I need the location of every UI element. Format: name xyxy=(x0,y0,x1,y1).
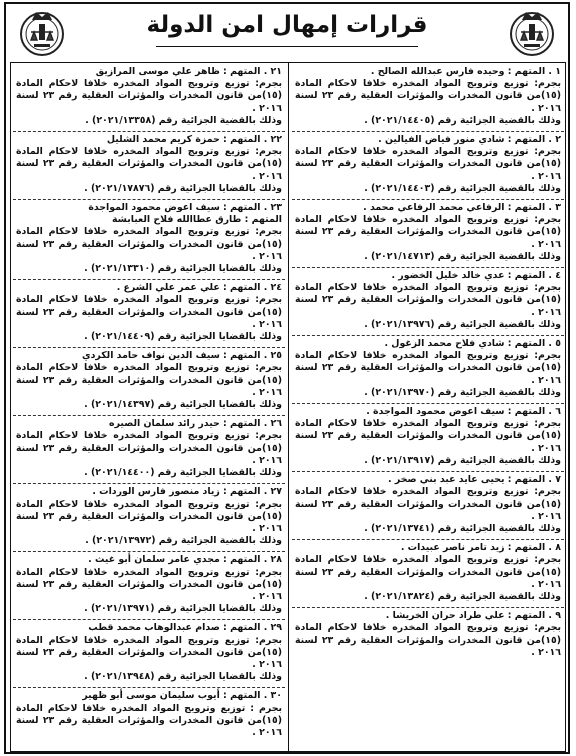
charge-text: بجرم: توزيع وترويج المواد المخدره خلافا لاحكام المادة (١٥)من قانون المخدرات والمؤثرات العقلية رقم ٢٣ لسنة ٢٠١٦ . xyxy=(16,226,282,262)
accused-name: ٢٤ . المتهم : علي عمر علي الشرع . xyxy=(116,282,282,294)
charge-text: بجرم: توزيع وترويج المواد المخدره خلافا لاحكام المادة (١٥)من قانون المخدرات والمؤثرات العقلية رقم ٢٣ لسنة ٢٠١٦ . xyxy=(16,566,282,602)
accused-name: ٧ . المتهم : يحيى عايد عبد بني صخر . xyxy=(388,474,561,486)
accused-name: ٦ . المتهم : سيف اعوض محمود المواجدة . xyxy=(366,406,561,418)
accused-name: ٢٦ . المتهم : حيدر رائد سلمان الصيره xyxy=(109,418,282,430)
list-item xyxy=(292,404,564,472)
case-number: وذلك بالقضية الجزائية رقم (٢٠٢١/١٣٩٧٠) . xyxy=(364,386,561,398)
case-number: وذلك بالقضية الجزائية رقم (٢٠٢١/١٣٧٤١) . xyxy=(364,522,561,534)
list-item xyxy=(292,64,564,132)
case-number: وذلك بالقضية الجزائية رقم (٢٠٢١/١٤٤٠٥) . xyxy=(364,114,561,126)
list-item xyxy=(292,472,564,540)
charge-text: بجرم: توزيع وترويج المواد المخدره خلافا لاحكام المادة (١٥)من قانون المخدرات والمؤثرات العقلية رقم ٢٣ لسنة ٢٠١٦ . xyxy=(16,362,282,398)
list-item xyxy=(13,688,285,743)
accused-name: ٤ . المتهم : عدي خالد خليل الخضور . xyxy=(391,270,561,282)
column-divider xyxy=(288,62,289,752)
charge-text: بجرم: توزيع وترويج المواد المخدره خلافا لاحكام المادة (١٥)من قانون المخدرات والمؤثرات العقلية رقم ٢٣ لسنة ٢٠١٦ . xyxy=(295,146,561,182)
accused-name: ٣ . المتهم : الرفاعي محمد الرفاعي محمد . xyxy=(363,202,561,214)
case-number: وذلك بالقضية الجزائية رقم (٢٠٢١/١٤٧١٣) . xyxy=(364,250,561,262)
accused-name: ٢٩ . المتهم : صدام عبدالوهاب محمد قطب xyxy=(88,622,282,634)
case-number: وذلك بالقضايا الجزائية رقم (٢٠٢١/١٤٤٠٠) . xyxy=(84,467,282,479)
list-item xyxy=(13,348,285,416)
accused-name: ٩ . المتهم : علي طراد حران الخريشا . xyxy=(385,610,561,622)
page-header xyxy=(6,4,568,62)
accused-name: ١ . المتهم : وحيده فارس عبدالله الصالح . xyxy=(370,66,561,77)
case-number: وذلك بالقضايا الجزائية رقم (٢٠٢١/١٤٣٩٧) . xyxy=(84,399,282,411)
charge-text: بجرم: توزيع وترويج المواد المخدره خلافا لاحكام المادة (١٥)من قانون المخدرات والمؤثرات العقلية رقم ٢٣ لسنة ٢٠١٦ . xyxy=(295,350,561,386)
list-item xyxy=(13,484,285,552)
list-item xyxy=(292,336,564,404)
charge-text: بجرم: توزيع وترويج المواد المخدره خلافا لاحكام المادة (١٥)من قانون المخدرات والمؤثرات العقلية رقم ٢٣ لسنة ٢٠١٦ . xyxy=(16,294,282,330)
list-item xyxy=(292,268,564,336)
charge-text: بجرم: توزيع وترويج المواد المخدره خلافا لاحكام المادة (١٥)من قانون المخدرات والمؤثرات العقلية رقم ٢٣ لسنة ٢٠١٦ . xyxy=(16,78,282,114)
list-item xyxy=(13,64,285,132)
charge-text: بجرم: توزيع وترويج المواد المخدره خلافا لاحكام المادة (١٥)من قانون المخدرات والمؤثرات العقلية رقم ٢٣ لسنة ٢٠١٦ . xyxy=(16,498,282,534)
right-column xyxy=(292,64,564,663)
accused-name: ٢٥ . المتهم : سيف الدين نواف حامد الكردي xyxy=(82,350,282,362)
accused-name: ٥ . المتهم : شادي فلاح محمد الزغول . xyxy=(384,338,561,350)
list-item xyxy=(13,552,285,620)
case-number: وذلك بالقضية الجزائية رقم (٢٠٢١/١٤٤٠٣) . xyxy=(364,182,561,194)
accused-name: ٢٣ . المتهم : سيف اعوض محمود المواجدة xyxy=(88,202,282,214)
case-number: وذلك بالقضية الجزائية رقم (٢٠٢١/١٣٨٢٤) . xyxy=(364,590,561,602)
charge-text: بجرم: توزيع وترويج المواد المخدره خلافا لاحكام المادة (١٥)من قانون المخدرات والمؤثرات العقلية رقم ٢٣ لسنة ٢٠١٦ . xyxy=(295,486,561,522)
list-item xyxy=(292,132,564,200)
case-number: وذلك بالقضايا الجزائية رقم (٢٠٢١/١٣٩٧١) . xyxy=(84,603,282,615)
accused-name: ٣٠ . المتهم : أيوب سليمان موسى أبو ظهير xyxy=(82,690,282,702)
case-number: وذلك بالقضايا الجزائية رقم (٢٠٢١/١٣٩٤٨) . xyxy=(84,671,282,683)
charge-text: بجرم: توزيع وترويج المواد المخدره خلافا لاحكام المادة (١٥)من قانون المخدرات والمؤثرات العقلية رقم ٢٣ لسنة ٢٠١٦ . xyxy=(295,418,561,454)
accused-name: ٢ . المتهم : شادي منور فياض الفيالين . xyxy=(378,134,561,146)
public-security-emblem-icon xyxy=(508,6,556,58)
case-number: وذلك بالقضية الجزائية رقم (٢٠٢١/١٣٣٥٨) . xyxy=(85,114,282,126)
title-underline xyxy=(156,46,418,47)
list-item xyxy=(13,280,285,348)
accused-name-second: المتهم : طارق عطاالله فلاح العبابشة xyxy=(111,214,282,226)
case-number: وذلك بالقضايا الجزائية رقم (٢٠٢١/١٤٤٠٩) . xyxy=(84,331,282,343)
charge-text: بجرم: توزيع وترويج المواد المخدره خلافا لاحكام المادة (١٥)من قانون المخدرات والمؤثرات العقلية رقم ٢٣ لسنة ٢٠١٦ . xyxy=(295,554,561,590)
public-security-emblem-icon xyxy=(18,6,66,58)
case-number: وذلك بالقضايا الجزائية رقم (٢٠٢١/١٣٣١٠) . xyxy=(84,263,282,275)
list-item xyxy=(13,620,285,688)
charge-text: بجرم: توزيع وترويج المواد المخدره خلافا لاحكام المادة (١٥)من قانون المخدرات والمؤثرات العقلية رقم ٢٣ لسنة ٢٠١٦ . xyxy=(295,214,561,250)
list-item xyxy=(13,132,285,200)
charge-text: بجرم: توزيع وترويج المواد المخدره خلافا لاحكام المادة (١٥)من قانون المخدرات والمؤثرات العقلية رقم ٢٣ لسنة ٢٠١٦ . xyxy=(295,282,561,318)
list-item xyxy=(292,608,564,663)
accused-name: ٢٨ . المتهم : مجدي عامر سلمان أبو غيث . xyxy=(88,554,282,566)
page-title: قرارات إمهال امن الدولة xyxy=(146,12,428,38)
left-column xyxy=(13,64,285,743)
list-item xyxy=(292,540,564,608)
case-number: وذلك بالقضايا الجزائية رقم (٢٠٢١/١٧٨٧٦) . xyxy=(84,182,282,194)
case-number: وذلك بالقضية الجزائية رقم (٢٠٢١/١٣٩١٧) . xyxy=(364,454,561,466)
charge-text: بجرم: توزيع وترويج المواد المخدره خلافا لاحكام المادة (١٥)من قانون المخدرات والمؤثرات العقلية رقم ٢٣ لسنة ٢٠١٦ . xyxy=(16,430,282,466)
charge-text: بجرم: توزيع وترويج المواد المخدره خلافا لاحكام المادة (١٥)من قانون المخدرات والمؤثرات العقلية رقم ٢٣ لسنة ٢٠١٦ . xyxy=(295,622,561,658)
list-item xyxy=(292,200,564,268)
charge-text: بجرم: توزيع وترويج المواد المخدره خلافا لاحكام المادة (١٥)من قانون المخدرات والمؤثرات العقلية رقم ٢٣ لسنة ٢٠١٦ . xyxy=(16,634,282,670)
charge-text: بجرم : توزيع وترويج المواد المخدره خلافا لاحكام المادة (١٥)من قانون المخدرات والمؤثرات العقلية رقم ٢٣ لسنة ٢٠١٦ . xyxy=(16,702,282,738)
case-number: وذلك بالقضية الجزائية رقم (٢٠٢١/١٣٩٧٢) . xyxy=(85,535,282,547)
accused-name: ٢٢ . المتهم : حمزة كريم محمد الشليل xyxy=(106,134,282,146)
accused-name: ٢٧ . المتهم : زياد منصور فارس الوردات . xyxy=(92,486,282,498)
case-number: وذلك بالقضية الجزائية رقم (٢٠٢١/١٣٩٧٦) . xyxy=(364,318,561,330)
list-item xyxy=(13,200,285,280)
accused-name: ٢١ . المتهم : ظاهر علي موسى المرازيق xyxy=(95,66,282,77)
list-item xyxy=(13,416,285,484)
charge-text: بجرم: توزيع وترويج المواد المخدره خلافا لاحكام المادة (١٥)من قانون المخدرات والمؤثرات العقلية رقم ٢٣ لسنة ٢٠١٦ . xyxy=(16,146,282,182)
charge-text: بجرم: توزيع وترويج المواد المخدره خلافا لاحكام المادة (١٥)من قانون المخدرات والمؤثرات العقلية رقم ٢٣ لسنة ٢٠١٦ . xyxy=(295,78,561,114)
accused-name: ٨ . المتهم : زيد تامر ناصر عبيدات . xyxy=(400,542,561,554)
